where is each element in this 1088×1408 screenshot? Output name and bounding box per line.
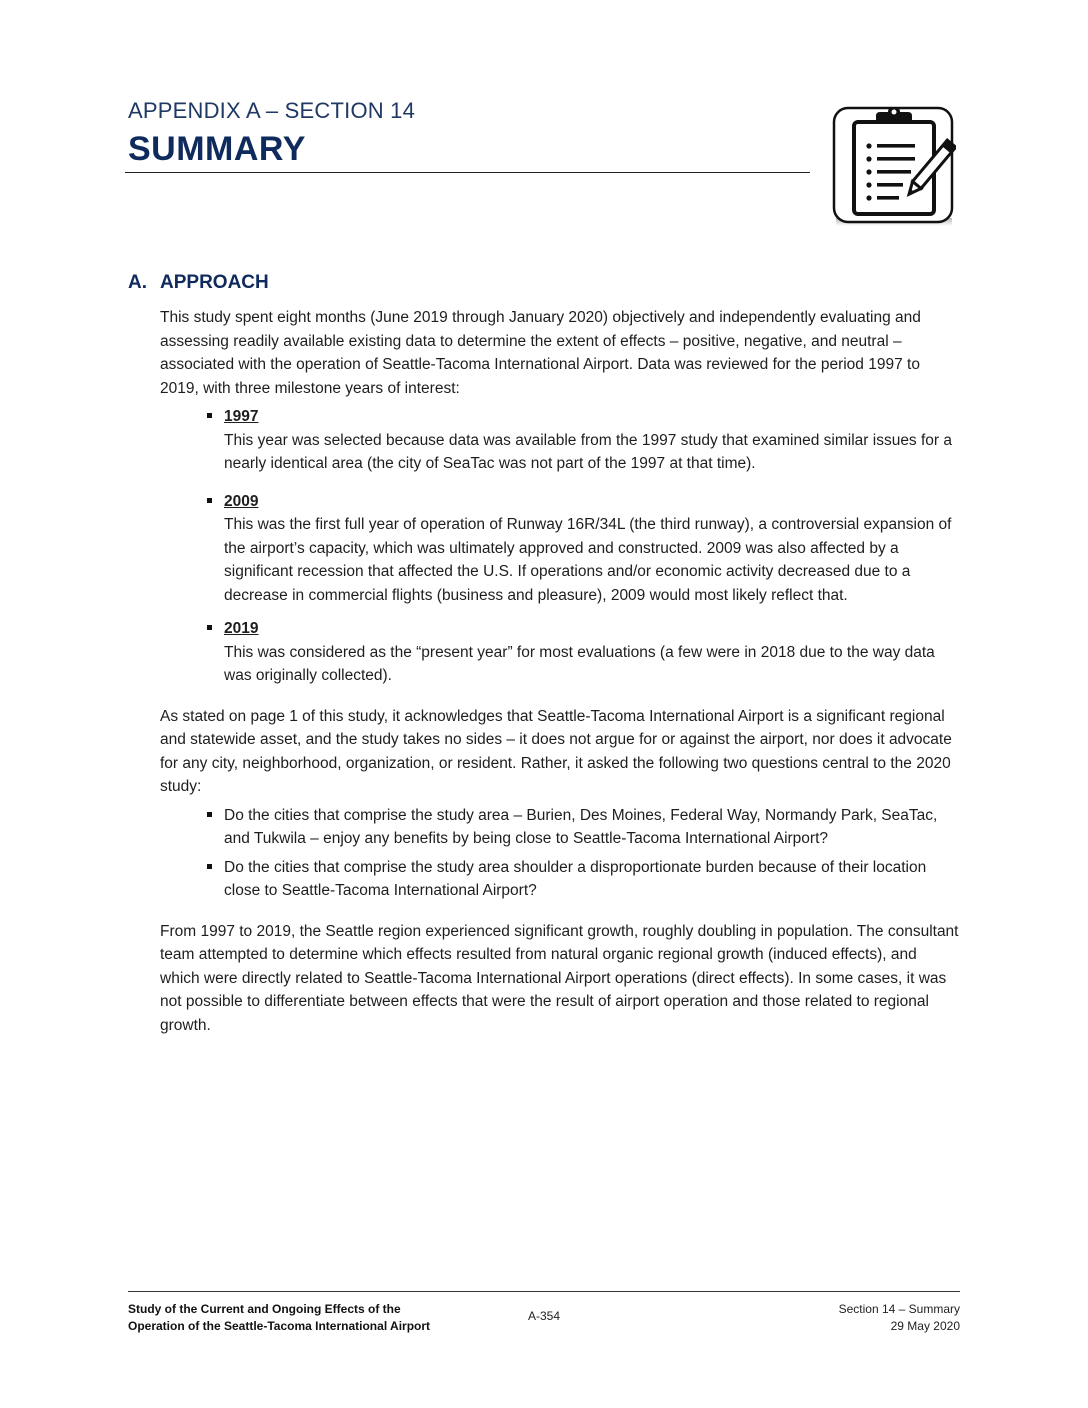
question-text: Do the cities that comprise the study area shoulder a disproportionate burden because of their location close to Seattle-Tacoma International Airport? bbox=[224, 858, 927, 899]
question-text: Do the cities that comprise the study area – Burien, Des Moines, Federal Way, Normandy Park, SeaTac, and Tukwila – enjoy any benefits by being close to Seattle-Tacoma International Airport? bbox=[224, 806, 938, 847]
footer-title-line: Study of the Current and Ongoing Effects of the bbox=[128, 1302, 401, 1316]
milestone-years-list bbox=[160, 405, 960, 688]
title-divider bbox=[125, 172, 810, 173]
milestone-year: 2009 bbox=[224, 492, 259, 510]
list-item bbox=[160, 405, 960, 476]
footer-divider bbox=[128, 1291, 960, 1292]
study-questions-list bbox=[160, 804, 960, 903]
stance-paragraph: As stated on page 1 of this study, it acknowledges that Seattle-Tacoma International Airport is a significant regional and statewide asset, and the study takes no sides – it does not argue for or against the airport, nor does it advocate for any city, neighborhood, organization, or resident. Rather, it asked the following two questions central to the 2020 study: bbox=[160, 707, 952, 795]
page-number: A-354 bbox=[527, 1309, 561, 1323]
bullet-square-icon bbox=[207, 413, 212, 418]
footer-section-label: Section 14 – Summary bbox=[838, 1302, 960, 1316]
section-body bbox=[160, 306, 960, 1037]
milestone-year: 2019 bbox=[224, 620, 259, 637]
milestone-description: This was the first full year of operation of Runway 16R/34L (the third runway), a controversial expansion of the airport’s capacity, which was ultimately approved and constructed. 2009 was also affected by a significant recession that affected the U.S. If operations and/or economic activity decreased due to a decrease in commercial flights (business and pleasure), 2009 would most likely reflect that. bbox=[224, 516, 952, 604]
milestone-description: This was considered as the “present year” for most evaluations (a few were in 2018 due to the way data was originally collected). bbox=[224, 643, 935, 684]
list-item bbox=[160, 856, 960, 903]
section-letter: A. bbox=[128, 272, 147, 293]
bullet-square-icon bbox=[207, 625, 212, 630]
page-title: SUMMARY bbox=[128, 130, 306, 168]
bullet-square-icon bbox=[207, 498, 212, 503]
footer-title-line: Operation of the Seattle-Tacoma International Airport bbox=[128, 1319, 431, 1333]
milestone-year: 1997 bbox=[224, 408, 259, 425]
clipboard-checklist-icon bbox=[832, 106, 956, 230]
bullet-square-icon bbox=[207, 812, 212, 817]
footer-section-info bbox=[839, 1301, 960, 1335]
milestone-description: This year was selected because data was available from the 1997 study that examined similar issues for a nearly identical area (the city of SeaTac was not part of the 1997 at that time). bbox=[224, 431, 953, 472]
section-title: APPROACH bbox=[160, 272, 269, 293]
list-item bbox=[160, 617, 960, 688]
intro-paragraph: This study spent eight months (June 2019 through January 2020) objectively and independently evaluating and assessing readily available existing data to determine the extent of effects – positive, negative, and neutral – associated with the operation of Seattle-Tacoma International Airport. Data was reviewed for the period 1997 to 2019, with three milestone years of interest: bbox=[160, 309, 921, 397]
appendix-kicker: APPENDIX A – SECTION 14 bbox=[128, 98, 416, 123]
growth-paragraph: From 1997 to 2019, the Seattle region experienced significant growth, roughly doubling in population. The consultant team attempted to determine which effects resulted from natural organic regional growth (induced effects), and which were directly related to Seattle-Tacoma International Airport operations (direct effects). In some cases, it was not possible to differentiate between effects that were the result of airport operation and those related to regional growth. bbox=[160, 922, 959, 1034]
list-item bbox=[160, 490, 960, 608]
bullet-square-icon bbox=[207, 864, 212, 869]
section-heading bbox=[128, 272, 269, 294]
list-item bbox=[160, 804, 960, 851]
footer-date: 29 May 2020 bbox=[890, 1319, 960, 1333]
